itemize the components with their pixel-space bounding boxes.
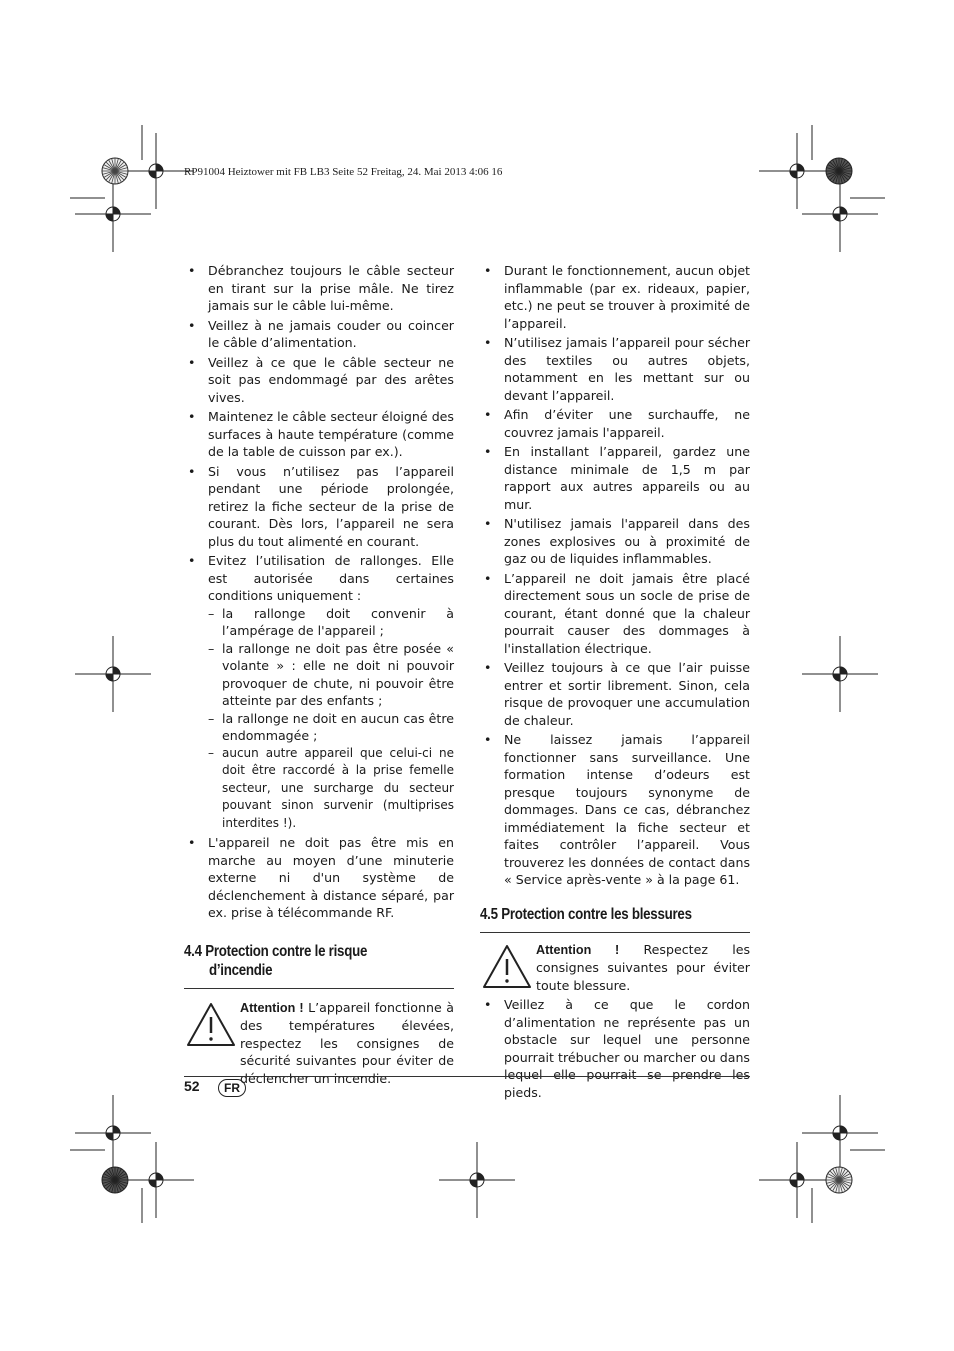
registration-mark-icon [75, 636, 151, 712]
list-item: • Veillez à ce que le cordon d’alimentation ne représente pas un obstacle sur lequel une personne pourrait trébucher ou marcher ou dans lequel elle pourrait se prendre les pieds. [484, 997, 750, 1100]
section-heading-injury: 4.5 Protection contre les blessures [480, 905, 692, 923]
warning-box-injury [480, 941, 750, 995]
list-item: • L’appareil ne doit jamais être placé directement sous un socle de prise de courant, étant donné que la chaleur pourrait causer des dommages à l'installation électrique. [484, 570, 750, 656]
sub-list-item: – aucun autre appareil que celui-ci ne doit être raccordé à la prise femelle secteur, une surcharge du secteur pouvant sinon survenir (multiprises interdites !). [208, 745, 454, 830]
sub-list-item: – la rallonge doit convenir à l’ampérage de l'appareil ; [208, 605, 454, 638]
warning-triangle-icon [184, 999, 240, 1049]
language-badge: FR [218, 1079, 246, 1097]
registration-mark-icon [75, 176, 151, 252]
left-column [184, 262, 454, 1087]
registration-mark-icon [75, 1095, 151, 1171]
sub-list-item: – la rallonge ne doit pas être posée « volante » : elle ne doit ni pouvoir provoquer de chute, ni pouvoir être atteinte par des enfants ; [208, 640, 454, 708]
extension-cord-conditions [208, 605, 454, 833]
page-number: 52 [184, 1078, 200, 1094]
list-item: • N’utilisez jamais l’appareil pour sécher des textiles ou autres objets, notamment en les mettant sur ou devant l’appareil. [484, 335, 750, 403]
color-wheel-icon [102, 1167, 128, 1193]
list-item: • En installant l’appareil, gardez une distance minimale de 1,5 m par rapport aux autres appareils ou au mur. [484, 444, 750, 512]
heading-rule [480, 932, 750, 933]
registration-mark-icon [802, 1095, 878, 1171]
color-wheel-icon [826, 1167, 852, 1193]
right-column [480, 262, 750, 1103]
list-item: • Afin d’éviter une surchauffe, ne couvrez jamais l'appareil. [484, 407, 750, 440]
print-info-header: RP91004 Heiztower mit FB LB3 Seite 52 Freitag, 24. Mai 2013 4:06 16 [184, 166, 503, 178]
registration-mark-icon [118, 133, 194, 209]
injury-safety-list [480, 996, 750, 1101]
list-item: • Veillez toujours à ce que l’air puisse entrer et sortir librement. Sinon, cela risque de provoquer une accumulation de chaleur. [484, 660, 750, 728]
warning-box-fire [184, 999, 454, 1088]
cable-safety-list [184, 262, 454, 922]
list-item: • L'appareil ne doit pas être mis en marche au moyen d’une minuterie externe ni d'un système de déclenchement à distance séparé, par ex. prise à télécommande RF. [188, 835, 454, 920]
warning-text: Attention ! L’appareil fonctionne à des températures élevées, respectez les consignes de sécurité suivantes pour éviter de déclencher un incendie. [240, 999, 455, 1086]
color-wheel-icon [102, 158, 128, 184]
sub-list-item: – la rallonge ne doit en aucun cas être endommagée ; [208, 710, 454, 743]
list-item: • Si vous n’utilisez pas l’appareil pendant une période prolongée, retirez la fiche secteur de la prise de courant. Dès lors, l’appareil ne sera plus du tout alimenté en courant. [188, 463, 454, 549]
color-wheel-icon [826, 158, 852, 184]
list-item: • Evitez l’utilisation de rallonges. Elle est autorisée dans certaines conditions uniquement : – la rallonge doit convenir à l’ampérage de l'appareil ; – la rallonge ne doit pas être posée « volante » : elle ne doit ni pouvoir provoquer de chute, ni pouvoir être atteinte par des enfants ; – la rallonge ne doit en aucun cas être endommagée ; – aucun autre appareil que celui-ci ne doit être raccordé à la prise femelle secteur, une surcharge du secteur pouvant sinon survenir (multiprises interdites !). [184, 552, 454, 832]
list-item: • Débranchez toujours le câble secteur en tirant sur la prise mâle. Ne tirez jamais sur le câble lui-même. [188, 263, 454, 313]
registration-mark-icon [759, 1142, 835, 1218]
registration-mark-icon [802, 176, 878, 252]
registration-mark-icon [759, 133, 835, 209]
list-item: • Maintenez le câble secteur éloigné des surfaces à haute température (comme de la table de cuisson par ex.). [188, 409, 454, 459]
warning-triangle-icon [480, 941, 536, 991]
registration-mark-icon [439, 1142, 515, 1218]
warning-text: Attention ! Respectez les consignes suivantes pour éviter toute blessure. [536, 941, 751, 993]
registration-mark-icon [802, 636, 878, 712]
heading-rule [184, 988, 454, 989]
list-item: • N'utilisez jamais l'appareil dans des zones explosives ou à proximité de gaz ou de liquides inflammables. [484, 516, 750, 566]
list-item: • Veillez à ne jamais couder ou coincer le câble d’alimentation. [188, 317, 454, 350]
list-item: • Durant le fonctionnement, aucun objet inflammable (par ex. rideaux, papier, etc.) ne peut se trouver à proximité de l’appareil. [484, 263, 750, 331]
registration-mark-icon [118, 1142, 194, 1218]
list-item: • Ne laissez jamais l’appareil fonctionner sans surveillance. Une formation intense d’odeurs est presque toujours synonyme de dommages. Dans ce cas, débranchez immédiatement la fiche secteur et faites contrôler l’appareil. Vous trouverez les données de contact dans « Service après-vente » à la page 61. [484, 732, 750, 887]
section-heading-fire-risk: 4.4 Protection contre le risque d’incendie [184, 942, 368, 979]
list-item: • Veillez à ce que le câble secteur ne soit pas endommagé par des arêtes vives. [188, 354, 454, 405]
fire-safety-list [480, 262, 750, 889]
footer-rule [184, 1076, 750, 1077]
